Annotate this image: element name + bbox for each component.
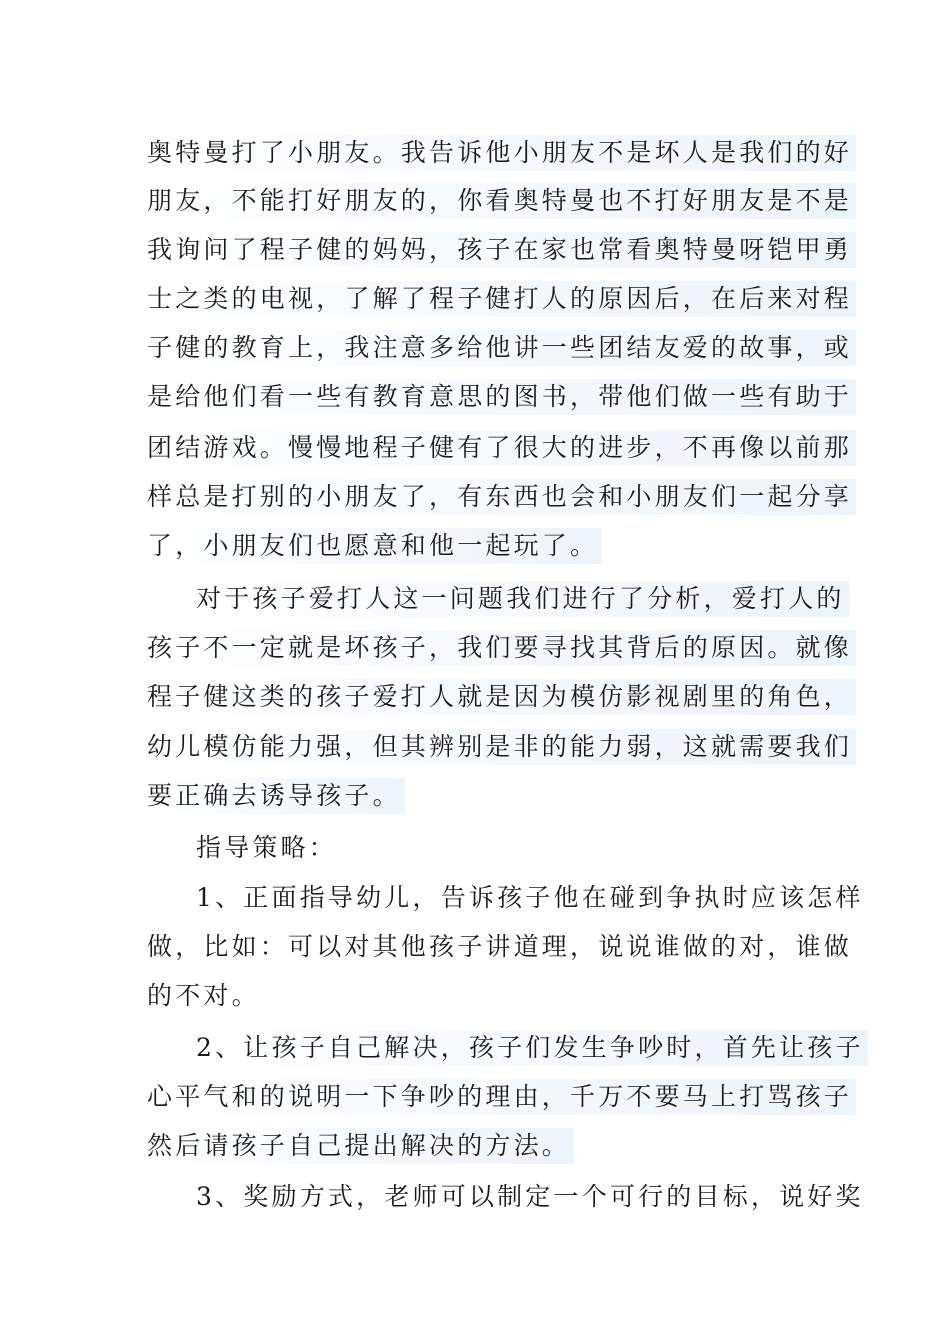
section-heading: 指导策略： — [196, 833, 338, 862]
text-line: 是给他们看一些有教育意思的图书，带他们做一些有助于 — [147, 379, 856, 415]
text-line: 子健的教育上，我注意多给他讲一些团结友爱的故事，或 — [147, 330, 856, 366]
text-line: 朋友，不能打好朋友的，你看奥特曼也不打好朋友是不是 — [147, 183, 856, 219]
text-line: 我询问了程子健的妈妈，孩子在家也常看奥特曼呀铠甲勇 — [147, 232, 856, 268]
list-item-first-line: 2、让孩子自己解决，孩子们发生争吵时，首先让孩子 — [196, 1030, 868, 1066]
list-item-first-line: 3、奖励方式，老师可以制定一个可行的目标，说好奖 — [196, 1182, 864, 1211]
text-line: 样总是打别的小朋友了，有东西也会和小朋友们一起分享 — [147, 479, 856, 515]
text-line: 幼儿模仿能力强，但其辨别是非的能力弱，这就需要我们 — [147, 729, 856, 765]
text-line: 奥特曼打了小朋友。我告诉他小朋友不是坏人是我们的好 — [147, 135, 856, 171]
paragraph-first-line: 对于孩子爱打人这一问题我们进行了分析，爱打人的 — [196, 581, 849, 617]
text-line: 了，小朋友们也愿意和他一起玩了。 — [147, 528, 602, 564]
text-line: 做，比如：可以对其他孩子讲道理，说说谁做的对，谁做 — [147, 932, 853, 961]
text-line: 的不对。 — [147, 981, 260, 1010]
text-line: 士之类的电视，了解了程子健打人的原因后，在后来对程 — [147, 281, 856, 317]
text-line: 心平气和的说明一下争吵的理由，千万不要马上打骂孩子 — [147, 1079, 856, 1115]
text-line: 要正确去诱导孩子。 — [147, 778, 405, 814]
text-line: 然后请孩子自己提出解决的方法。 — [147, 1128, 574, 1164]
text-line: 程子健这类的孩子爱打人就是因为模仿影视剧里的角色， — [147, 679, 856, 715]
text-line: 团结游戏。慢慢地程子健有了很大的进步，不再像以前那 — [147, 430, 856, 466]
list-item-first-line: 1、正面指导幼儿，告诉孩子他在碰到争执时应该怎样 — [196, 883, 864, 912]
text-line: 孩子不一定就是坏孩子，我们要寻找其背后的原因。就像 — [147, 630, 856, 666]
